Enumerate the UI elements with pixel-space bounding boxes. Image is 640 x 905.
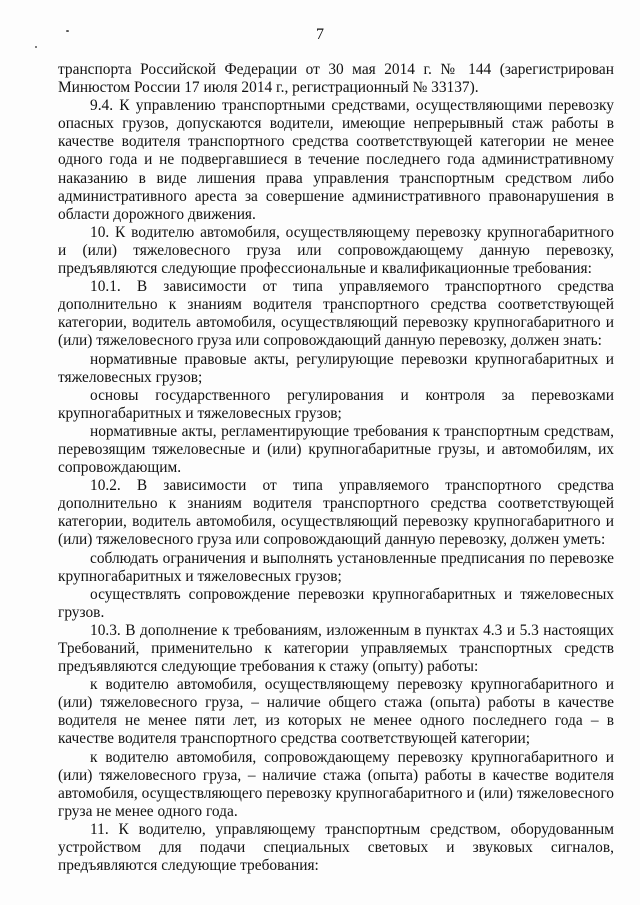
paragraph-11: 11. К водителю, управляющему транспортным средством, оборудованным устройством для подачи специальных световых и звуковых сигналов, предъявляются следующие требования: bbox=[58, 820, 614, 875]
paragraph-continuation: транспорта Российской Федерации от 30 мая 2014 г. № 144 (зарегистрирован Минюстом России 17 июля 2014 г., регистрационный № 33137). bbox=[58, 61, 614, 97]
paragraph-10-2: 10.2. В зависимости от типа управляемого транспортного средства дополнительно к знаниям водителя транспортного средства соответствующей категории, водитель автомобиля, осуществляющий перевозку крупногабаритного и (или) тяжеловесного груза или сопровождающий данную перевозку, должен уметь: bbox=[58, 477, 614, 549]
list-item: основы государственного регулирования и контроля за перевозками крупногабаритных и тяжеловесных грузов; bbox=[58, 386, 614, 422]
list-item: к водителю автомобиля, сопровождающему перевозку крупногабаритного и (или) тяжеловесного груза, – наличие стажа (опыта) работы в качестве водителя автомобиля, осуществляющего перевозку крупногабаритного и (или) тяжеловесного груза не менее одного года. bbox=[58, 748, 614, 820]
scan-speck bbox=[35, 46, 37, 48]
paragraph-10: 10. К водителю автомобиля, осуществляющему перевозку крупногабаритного и (или) тяжеловесного груза или сопровождающему данную перевозку, предъявляются следующие профессиональные и квалификационные требования: bbox=[58, 223, 614, 278]
paragraph-9-4: 9.4. К управлению транспортными средствами, осуществляющими перевозку опасных грузов, допускаются водители, имеющие непрерывный стаж работы в качестве водителя транспортного средства соответствующей категории не менее одного года и не подвергавшиеся в течение последнего года административному наказанию в виде лишения права управления транспортным средством либо административного ареста за совершение административного правонарушения в области дорожного движения. bbox=[58, 97, 614, 223]
paragraph-10-1: 10.1. В зависимости от типа управляемого транспортного средства дополнительно к знаниям водителя транспортного средства соответствующей категории, водитель автомобиля, осуществляющий перевозку крупногабаритного и (или) тяжеловесного груза или сопровождающий данную перевозку, должен знать: bbox=[58, 278, 614, 350]
list-item: нормативные правовые акты, регулирующие перевозки крупногабаритных и тяжеловесных грузов; bbox=[58, 350, 614, 386]
document-body bbox=[58, 61, 614, 875]
page-number: 7 bbox=[316, 26, 324, 43]
list-item: нормативные акты, регламентирующие требования к транспортным средствам, перевозящим тяжеловесные и (или) крупногабаритные грузы, и автомобилям, их сопровождающим. bbox=[58, 422, 614, 477]
list-item: к водителю автомобиля, осуществляющему перевозку крупногабаритного и (или) тяжеловесного груза, – наличие общего стажа (опыта) работы в качестве водителя не менее пяти лет, из которых не менее одного последнего года – в качестве водителя транспортного средства соответствующей категории; bbox=[58, 676, 614, 748]
list-item: соблюдать ограничения и выполнять установленные предписания по перевозке крупногабаритных и тяжеловесных грузов; bbox=[58, 549, 614, 585]
list-item: осуществлять сопровождение перевозки крупногабаритных и тяжеловесных грузов. bbox=[58, 585, 614, 621]
paragraph-10-3: 10.3. В дополнение к требованиям, изложенным в пунктах 4.3 и 5.3 настоящих Требований, применительно к категории управляемых транспортных средств предъявляются следующие требования к стажу (опыту) работы: bbox=[58, 621, 614, 676]
